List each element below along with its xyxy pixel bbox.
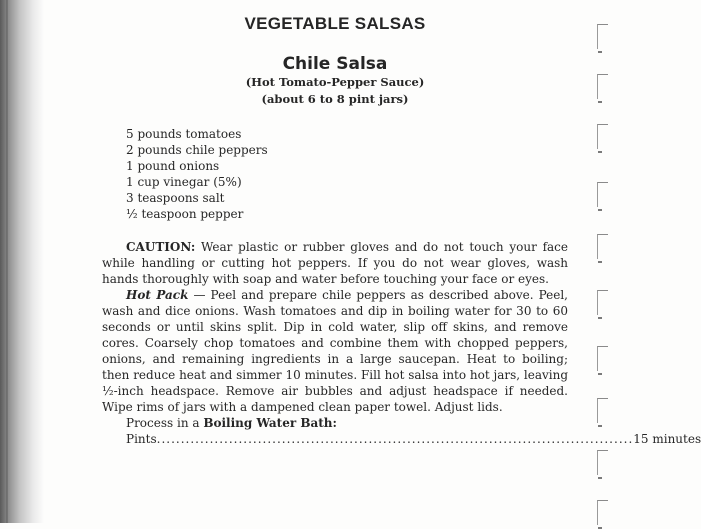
ingredient-list — [126, 126, 568, 222]
recipe-subtitle: (Hot Tomato-Pepper Sauce) — [245, 75, 425, 89]
ingredient-item: 2 pounds chile peppers — [126, 143, 268, 157]
ingredient-item: ½ teaspoon pepper — [126, 207, 244, 221]
ingredient-item: 3 teaspoons salt — [126, 191, 225, 205]
binder-ring-mark — [597, 74, 608, 99]
hot-pack-paragraph — [102, 287, 568, 415]
process-prefix: Process in a — [126, 416, 204, 430]
recipe-yield: (about 6 to 8 pint jars) — [261, 92, 409, 106]
caution-text: Wear plastic or rubber gloves and do not touch your face while handling or cutting hot peppers. If you do not wear gloves, wash hands thoroughly with soap and water before touching your face or eyes. — [102, 240, 568, 286]
binder-ring-mark — [597, 500, 608, 525]
binder-ring-mark — [597, 234, 608, 259]
binder-ring-mark — [597, 24, 608, 49]
binder-ring-mark — [597, 450, 608, 475]
section-title: VEGETABLE SALSAS — [244, 14, 426, 33]
pints-processing-time — [102, 431, 701, 447]
binder-ring-mark — [597, 182, 608, 207]
binder-ring-mark — [597, 398, 608, 423]
recipe-instructions — [102, 239, 568, 415]
ingredient-item: 5 pounds tomatoes — [126, 127, 242, 141]
binding-shadow — [0, 0, 44, 523]
pints-time: 15 minutes — [633, 432, 701, 446]
caution-label: CAUTION: — [126, 240, 196, 254]
binder-ring-mark — [597, 124, 608, 149]
pints-label: Pints — [126, 432, 157, 446]
binder-ring-mark — [597, 346, 608, 371]
ingredient-item: 1 cup vinegar (5%) — [126, 175, 242, 189]
ingredient-item: 1 pound onions — [126, 159, 220, 173]
process-line — [102, 415, 568, 431]
hot-pack-label: Hot Pack — [126, 288, 189, 302]
document-page — [102, 12, 701, 447]
dot-leader: ................................................................................................... — [156, 432, 634, 446]
binder-ring-mark — [597, 290, 608, 315]
recipe-title: Chile Salsa — [282, 54, 388, 74]
caution-paragraph — [102, 239, 568, 287]
hot-pack-text: — Peel and prepare chile peppers as described above. Peel, wash and dice onions. Wash tomatoes and dip in boiling water for 30 to 60 seconds or until skins split. Dip in cold water, slip off skins, and remove cores. Coarsely chop tomatoes and combine them with chopped peppers, onions, and remaining ingredients in a large saucepan. Heat to boiling; then reduce heat and simmer 10 minutes. Fill hot salsa into hot jars, leaving ½-inch headspace. Remove air bubbles and adjust headspace if needed. Wipe rims of jars with a dampened clean paper towel. Adjust lids. — [102, 288, 569, 414]
process-method: Boiling Water Bath: — [203, 416, 337, 430]
